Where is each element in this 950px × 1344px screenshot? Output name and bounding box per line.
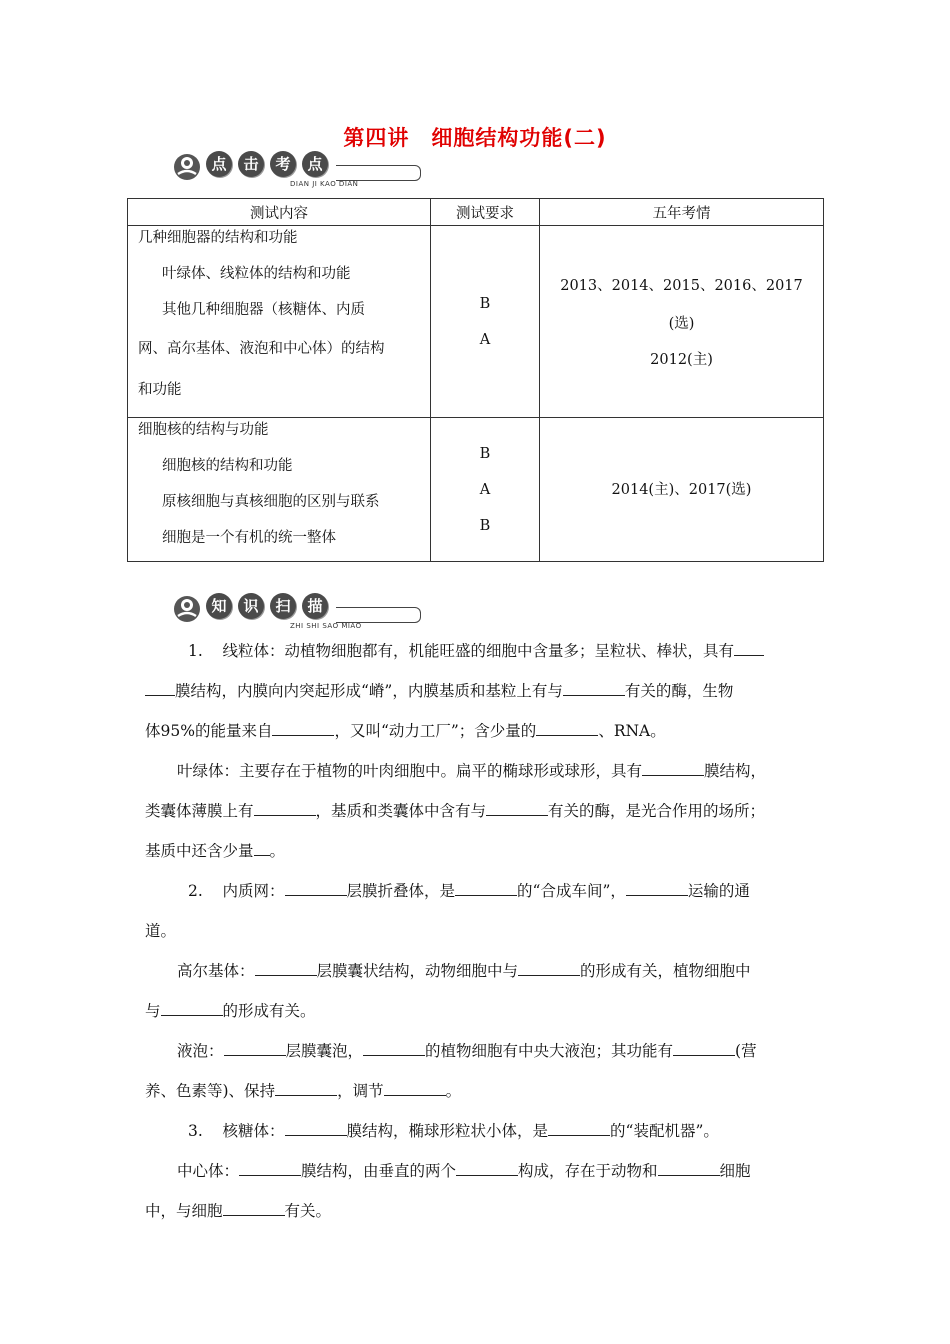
banner-char: 识 [238, 593, 264, 619]
column-header: 测试内容 [128, 199, 431, 226]
fill-blank[interactable] [563, 679, 625, 696]
text: 养、色素等)、保持 [145, 1082, 276, 1100]
level-value: A [479, 331, 491, 348]
text: 层膜囊状结构，动物细胞中与 [316, 962, 519, 980]
fill-blank[interactable] [548, 1119, 610, 1136]
text: 的“装配机器”。 [610, 1122, 719, 1140]
text: 的形成有关。 [222, 1002, 316, 1020]
content-line: 细胞核的结构与功能 [138, 422, 269, 438]
text: 的植物细胞有中央大液泡；其功能有 [425, 1042, 674, 1060]
text: 高尔基体： [177, 962, 255, 980]
text: 类囊体薄膜上有 [145, 802, 254, 820]
text: 中，与细胞 [145, 1202, 223, 1220]
fill-blank[interactable] [161, 999, 223, 1016]
banner-char: 点 [206, 151, 232, 177]
text: 核糖体： [222, 1122, 285, 1140]
banner-char: 描 [302, 593, 328, 619]
fill-blank[interactable] [254, 839, 270, 856]
fill-blank[interactable] [734, 639, 764, 656]
paragraph-vacuole [145, 1031, 815, 1071]
paragraph-mitochondria-cont [145, 711, 815, 751]
fill-blank[interactable] [486, 799, 548, 816]
column-header: 测试要求 [431, 199, 540, 226]
text: 道。 [145, 922, 177, 940]
text: 膜结构，由垂直的两个 [301, 1162, 457, 1180]
paragraph-mitochondria-cont [145, 671, 815, 711]
banner-line [336, 165, 421, 181]
fill-blank[interactable] [145, 679, 175, 696]
content-line: 几种细胞器的结构和功能 [138, 230, 298, 246]
content-cell [128, 226, 431, 418]
section-banner-knowledge-scan [172, 590, 422, 632]
content-line: 细胞是一个有机的统一整体 [162, 530, 336, 546]
fill-blank[interactable] [285, 879, 347, 896]
fill-blank[interactable] [673, 1039, 735, 1056]
banner-pinyin: DIAN JI KAO DIAN [290, 180, 359, 188]
text: 的“合成车间”， [517, 882, 626, 900]
text: 层膜折叠体，是 [346, 882, 456, 900]
fill-blank[interactable] [275, 1079, 337, 1096]
section-logo-icon [172, 152, 202, 182]
text: 基质中还含少量 [145, 842, 254, 860]
text: 膜结构，椭球形粒状小体，是 [346, 1122, 549, 1140]
text: 体95%的能量来自 [145, 722, 273, 740]
lecture-number: 第四讲 [343, 126, 410, 150]
text: ，又叫“动力工厂”；含少量的 [334, 722, 537, 740]
text: 层膜囊泡， [285, 1042, 364, 1060]
level-value: A [479, 481, 491, 498]
content-line: 和功能 [138, 382, 182, 398]
level-value: B [479, 295, 491, 312]
fill-blank[interactable] [223, 1199, 285, 1216]
lecture-topic: 细胞结构功能(二) [431, 126, 607, 150]
fill-blank[interactable] [456, 1159, 518, 1176]
fill-blank[interactable] [363, 1039, 425, 1056]
fill-blank[interactable] [455, 879, 517, 896]
level-cell [431, 226, 540, 418]
text: 叶绿体：主要存在于植物的叶肉细胞中。扁平的椭球形或球形，具有 [177, 762, 643, 780]
fill-blank[interactable] [272, 719, 334, 736]
fill-blank[interactable] [255, 959, 317, 976]
text: ，调节 [337, 1082, 384, 1100]
text: 。 [269, 842, 286, 860]
banner-char: 考 [270, 151, 296, 177]
banner-char: 击 [238, 151, 264, 177]
years-line: 2014(主)、2017(选) [611, 481, 752, 498]
section-logo-icon [172, 594, 202, 624]
content-line: 细胞核的结构和功能 [162, 458, 293, 474]
text: 的形成有关，植物细胞中 [580, 962, 751, 980]
banner-line [336, 607, 421, 623]
text: 线粒体：动植物细胞都有，机能旺盛的细胞中含量多；呈粒状、棒状，具有 [222, 642, 735, 660]
requirements-table [127, 198, 824, 562]
paragraph-chloroplast-cont [145, 791, 815, 831]
text: 液泡： [177, 1042, 224, 1060]
level-value: B [479, 517, 491, 534]
item-number: 2. [188, 882, 203, 900]
content-line: 原核细胞与真核细胞的区别与联系 [162, 494, 380, 510]
knowledge-body [145, 631, 815, 1231]
text: 内质网： [222, 882, 285, 900]
paragraph-er [145, 871, 815, 911]
content-line: 其他几种细胞器（核糖体、内质 [162, 302, 365, 318]
text: 膜结构， [704, 762, 767, 780]
content-line: 叶绿体、线粒体的结构和功能 [162, 266, 351, 282]
table-row [128, 226, 824, 418]
fill-blank[interactable] [536, 719, 598, 736]
paragraph-chloroplast-cont [145, 831, 815, 871]
fill-blank[interactable] [239, 1159, 301, 1176]
fill-blank[interactable] [254, 799, 316, 816]
paragraph-ribosome [145, 1111, 815, 1151]
item-number: 3. [188, 1122, 203, 1140]
years-line: (选) [668, 315, 695, 332]
level-value: B [479, 445, 491, 462]
banner-char: 点 [302, 151, 328, 177]
text: 有关。 [284, 1202, 332, 1220]
years-cell [540, 226, 824, 418]
paragraph-vacuole-cont [145, 1071, 815, 1111]
fill-blank[interactable] [642, 759, 704, 776]
paragraph-golgi [145, 951, 815, 991]
column-header: 五年考情 [540, 199, 824, 226]
content-line: 网、高尔基体、液泡和中心体）的结构 [138, 341, 385, 357]
paragraph-golgi-cont [145, 991, 815, 1031]
paragraph-centrosome-cont [145, 1191, 815, 1231]
page-title [0, 122, 950, 152]
text: (营 [735, 1042, 757, 1060]
text: 运输的通 [687, 882, 750, 900]
level-cell [431, 418, 540, 562]
text: 。 [445, 1082, 462, 1100]
text: 膜结构，内膜向内突起形成“嵴”，内膜基质和基粒上有与 [175, 682, 563, 700]
paragraph-mitochondria [145, 631, 815, 671]
fill-blank[interactable] [658, 1159, 720, 1176]
banner-pinyin: ZHI SHI SAO MIAO [290, 622, 362, 630]
fill-blank[interactable] [384, 1079, 446, 1096]
text: ，基质和类囊体中含有与 [315, 802, 487, 820]
paragraph-er-cont [145, 911, 815, 951]
fill-blank[interactable] [224, 1039, 286, 1056]
item-number: 1. [188, 642, 203, 660]
years-line: 2013、2014、2015、2016、2017 [560, 277, 803, 294]
text: 有关的酶，生物 [624, 682, 734, 700]
text: 细胞 [719, 1162, 751, 1180]
fill-blank[interactable] [285, 1119, 347, 1136]
banner-char: 扫 [270, 593, 296, 619]
text: 构成，存在于动物和 [518, 1162, 658, 1180]
text: 与 [145, 1002, 161, 1020]
table-row [128, 418, 824, 562]
text: 有关的酶，是光合作用的场所； [548, 802, 766, 820]
content-cell [128, 418, 431, 562]
banner-char: 知 [206, 593, 232, 619]
paragraph-chloroplast [145, 751, 815, 791]
years-cell [540, 418, 824, 562]
years-line: 2012(主) [650, 351, 713, 368]
section-banner-test-points [172, 148, 422, 190]
fill-blank[interactable] [626, 879, 688, 896]
text: 中心体： [177, 1162, 240, 1180]
text: 、RNA。 [598, 722, 666, 740]
fill-blank[interactable] [518, 959, 580, 976]
paragraph-centrosome [145, 1151, 815, 1191]
